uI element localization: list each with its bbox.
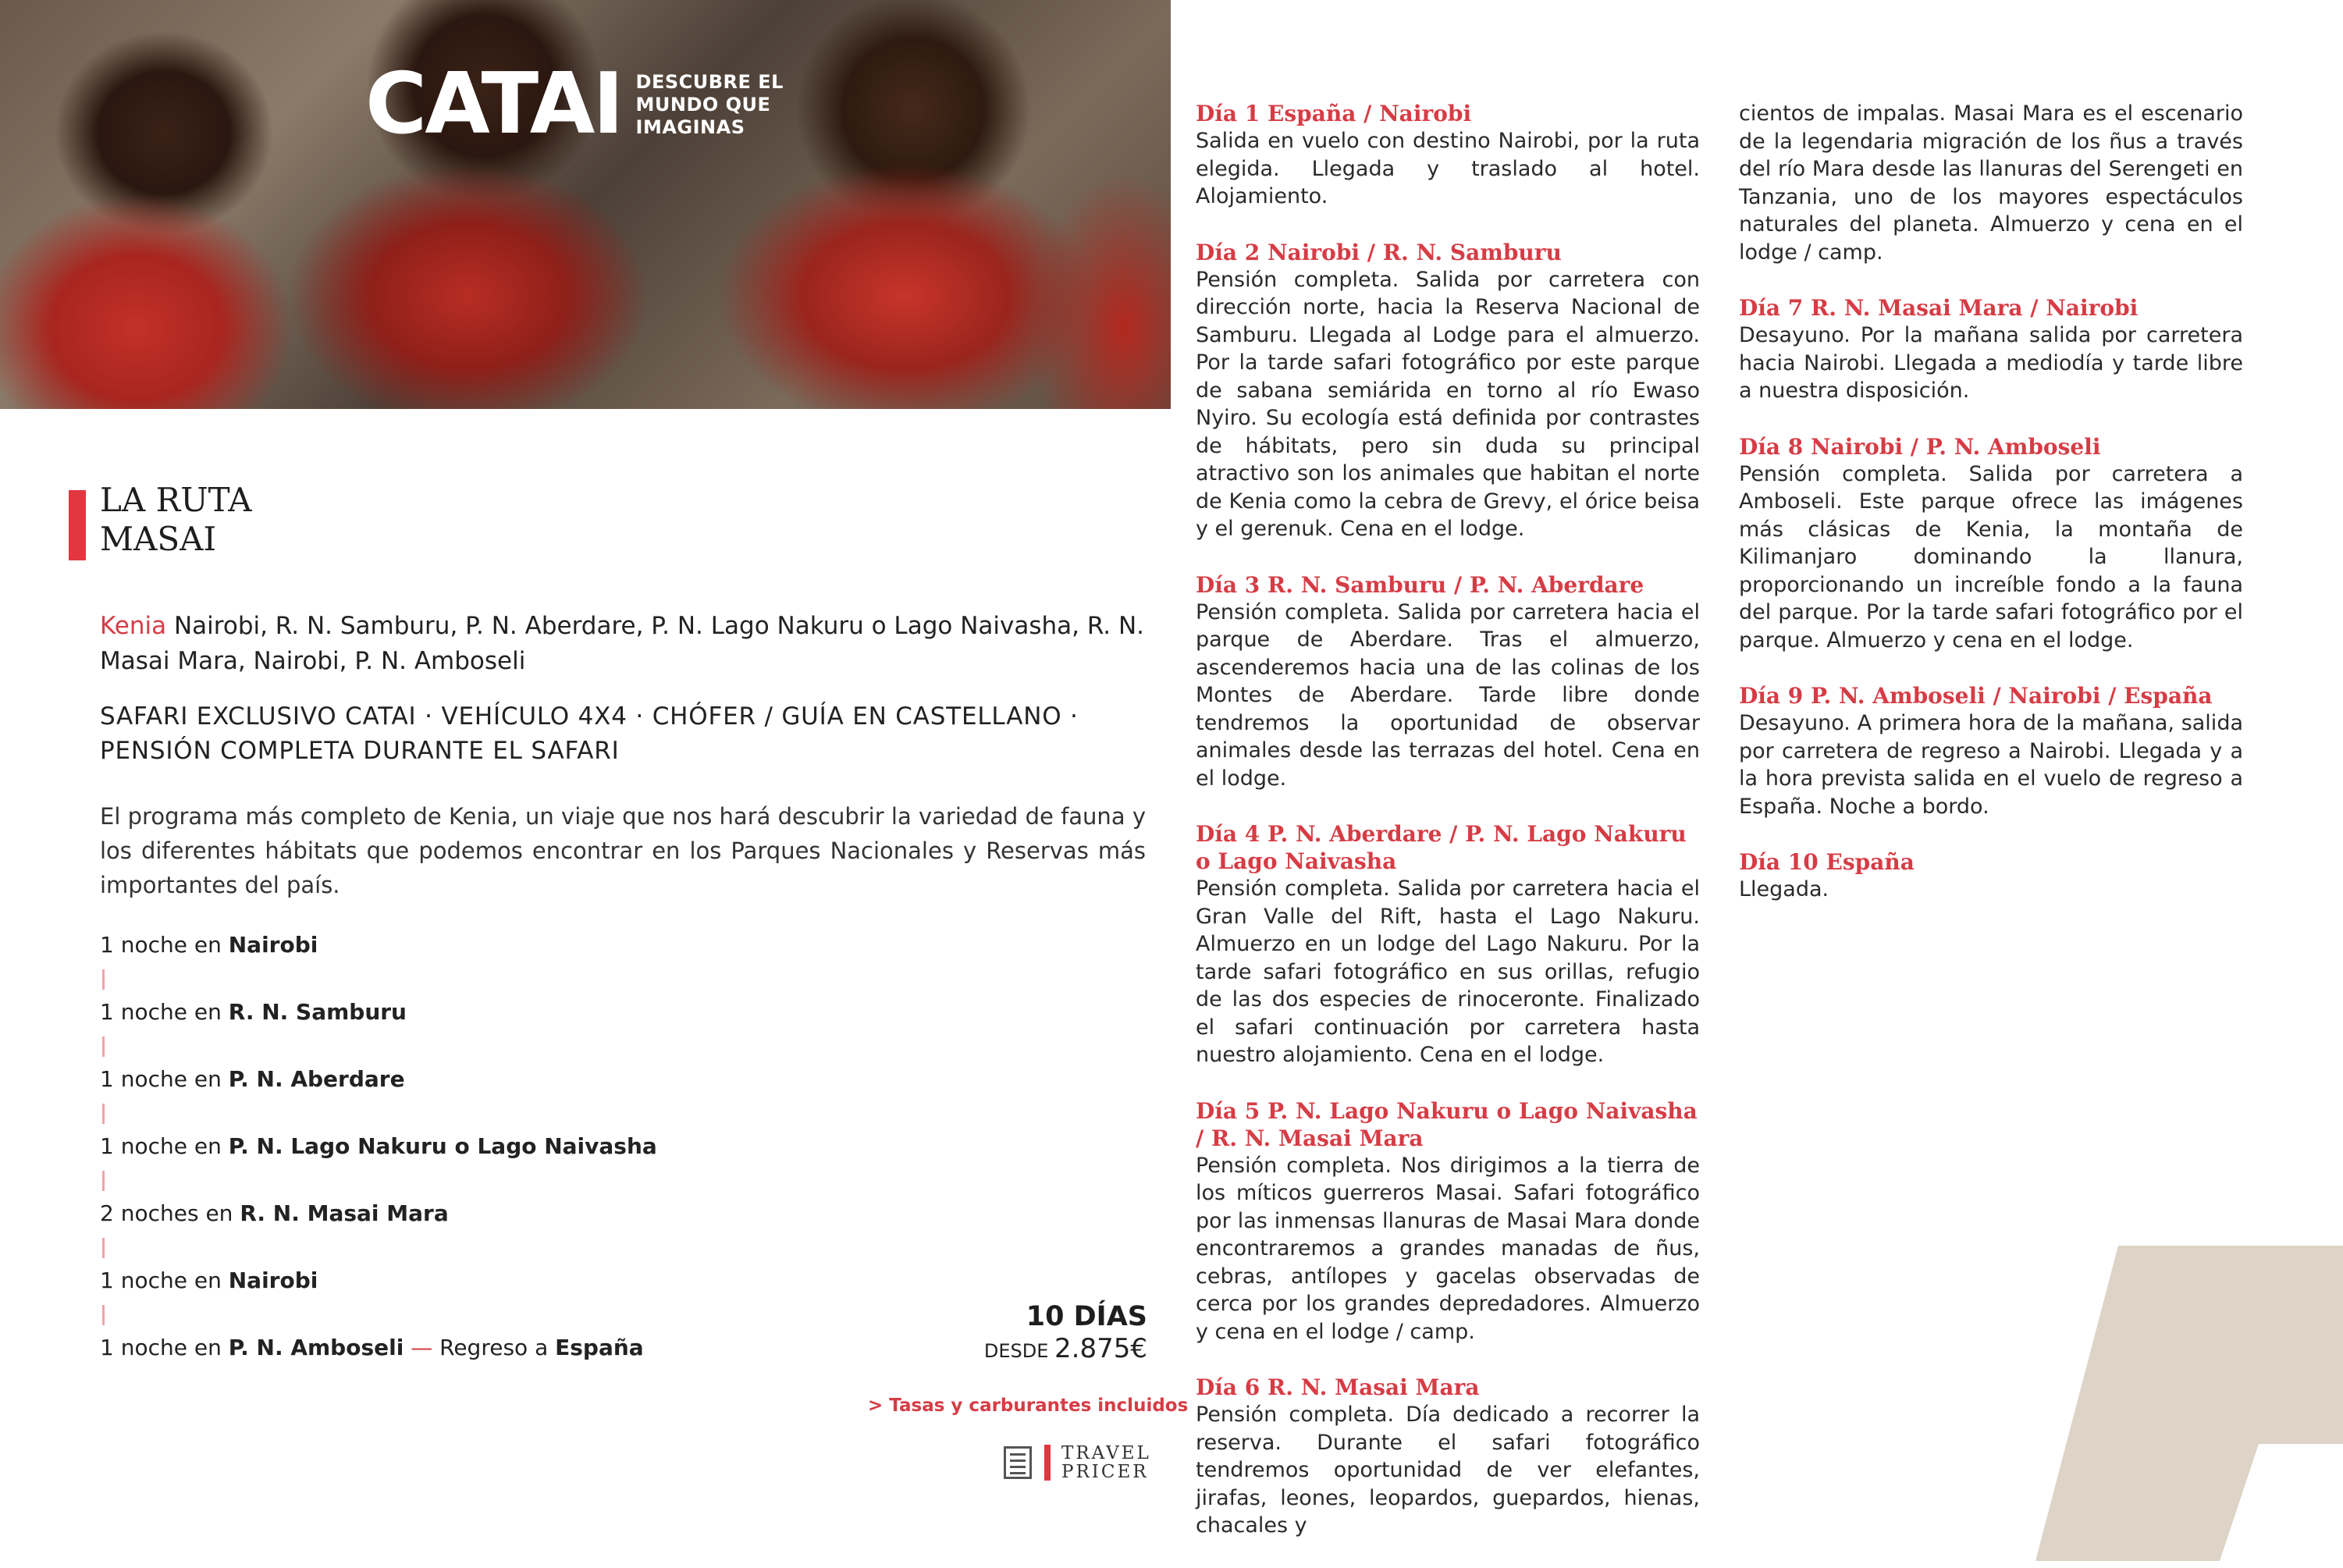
day-title: Día 8 Nairobi / P. N. Amboseli — [1739, 433, 2101, 460]
country-label: Kenia — [100, 612, 167, 640]
corner-decoration — [2029, 1246, 2343, 1561]
day-body: Pensión completa. Salida por carretera hacia el parque de Aberdare. Tras el almuerzo, ascenderemos hacia una de las colinas de los Montes de Aberdare. Tarde libre donde tendremos la oportunidad de observar animales desde las terrazas del hotel. Cena en el lodge. — [1196, 599, 1700, 791]
itinerary-day — [1196, 820, 1700, 1069]
night-separator — [102, 1305, 105, 1325]
night-item: 1 noche en R. N. Samburu — [100, 999, 407, 1025]
itinerary-day — [1196, 239, 1700, 543]
night-item: 2 noches en R. N. Masai Mara — [100, 1200, 449, 1226]
itinerary-day — [1739, 848, 2243, 904]
travel-pricer-bar — [1044, 1445, 1051, 1481]
day-body: Desayuno. Por la mañana salida por carretera hacia Nairobi. Llegada a mediodía y tarde libre a nuestra disposición. — [1739, 323, 2243, 403]
day-title: Día 5 P. N. Lago Nakuru o Lago Naivasha / R. N. Masai Mara — [1196, 1097, 1698, 1151]
night-separator — [102, 969, 105, 990]
night-separator — [102, 1238, 105, 1258]
trip-duration: 10 DÍAS — [1026, 1301, 1147, 1332]
day-body: cientos de impalas. Masai Mara es el escenario de la legendaria migración de los ñus a través del río Mara desde las llanuras del Serengeti en Tanzania, uno de los mayores espectáculos naturales del planeta. Almuerzo y cena en el lodge / camp. — [1739, 101, 2243, 265]
trip-features: SAFARI EXCLUSIVO CATAI · VEHÍCULO 4X4 · CHÓFER / GUÍA EN CASTELLANO · PENSIÓN COMPLETA DURANTE EL SAFARI — [100, 702, 1079, 765]
day-title: Día 2 Nairobi / R. N. Samburu — [1196, 239, 1562, 265]
day-body: Pensión completa. Salida por carretera a Amboseli. Este parque ofrece las imágenes más clásicas de Kenia, la montaña de Kilimanjaro dominando la llanura, proporcionando un increíble fondo a la fauna del parque. Por la tarde safari fotográfico por el parque. Almuerzo y cena en el lodge. — [1739, 461, 2243, 652]
night-separator — [102, 1171, 105, 1191]
night-item: 1 noche en P. N. Lago Nakuru o Lago Naivasha — [100, 1133, 657, 1159]
logo-tagline: DESCUBRE EL MUNDO QUE IMAGINAS — [635, 70, 784, 138]
night-item: 1 noche en Nairobi — [100, 1268, 318, 1293]
day-title: Día 9 P. N. Amboseli / Nairobi / España — [1739, 683, 2213, 709]
itinerary-day — [1196, 100, 1700, 211]
night-item: 1 noche en Nairobi — [100, 932, 318, 958]
trip-title: LA RUTA MASAI — [100, 481, 252, 558]
trip-price: DESDE 2.875€ — [983, 1333, 1147, 1364]
taxes-included-note: > Tasas y carburantes incluidos — [868, 1396, 1189, 1416]
day-title: Día 4 P. N. Aberdare / P. N. Lago Nakuru o Lago Naivasha — [1196, 821, 1687, 874]
destinations — [100, 609, 1146, 679]
day-body: Pensión completa. Salida por carretera con dirección norte, hacia la Reserva Nacional de Samburu. Llegada al Lodge para el almuerzo. Por la tarde safari fotográfico por este parque de sabana semiárida en torno al río Ewaso Nyiro. Su ecología está definida por contrastes de hábitats, pero sin duda su principal atractivo son los animales que habitan el norte de Kenia como la cebra de Grevy, el órice beisa y el gerenuk. Cena en el lodge. — [1196, 267, 1700, 541]
day-title: Día 3 R. N. Samburu / P. N. Aberdare — [1196, 571, 1644, 598]
itinerary-day — [1196, 571, 1700, 793]
nights-list — [100, 929, 880, 1364]
day-body: Pensión completa. Día dedicado a recorrer la reserva. Durante el safari fotográfico tendremos oportunidad de ver elefantes, jirafas, leones, leopardos, guepardos, hienas, chacales y — [1196, 1403, 1700, 1538]
calculator-icon — [1004, 1446, 1032, 1479]
title-accent-bar — [69, 490, 86, 560]
day-body: Desayuno. A primera hora de la mañana, salida por carretera de regreso a Nairobi. Llegada y a la hora prevista salida en el vuelo de regreso a España. Noche a bordo. — [1739, 711, 2243, 819]
day-body: Llegada. — [1739, 877, 1829, 901]
logo-wordmark: CATAI — [365, 55, 622, 153]
itinerary-day — [1196, 1097, 1700, 1346]
day-title: Día 6 R. N. Masai Mara — [1196, 1374, 1480, 1400]
destination-list: Nairobi, R. N. Samburu, P. N. Aberdare, P. N. Lago Nakuru o Lago Naivasha, R. N. Masai Mara, Nairobi, P. N. Amboseli — [100, 612, 1145, 675]
night-item: 1 noche en P. N. Aberdare — [100, 1066, 405, 1092]
day-title: Día 7 R. N. Masai Mara / Nairobi — [1739, 295, 2139, 321]
day-body: Pensión completa. Nos dirigimos a la tierra de los míticos guerreros Masai. Safari fotográfico por las inmensas llanuras de Masai Mara donde encontraremos a grandes manadas de ñus, cebras, antílopes y gacelas observadas de cerca por los grandes depredadores. Almuerzo y cena en el lodge / camp. — [1196, 1153, 1700, 1344]
day-title: Día 10 España — [1739, 849, 1915, 875]
day-title: Día 1 España / Nairobi — [1196, 101, 1472, 126]
day-body: Salida en vuelo con destino Nairobi, por la ruta elegida. Llegada y traslado al hotel. Alojamiento. — [1196, 129, 1700, 208]
night-separator — [102, 1036, 105, 1057]
itinerary-column-2 — [1739, 100, 2243, 932]
catai-logo — [365, 55, 792, 153]
hero-photo — [0, 0, 1171, 409]
day-body: Pensión completa. Salida por carretera hacia el Gran Valle del Rift, hasta el Lago Nakuru. Almuerzo en un lodge del Lago Nakuru. Por la tarde safari fotográfico en sus orillas, refugio de las dos especies de rinoceronte. Finalizado el safari continuación por carretera hasta nuestro alojamiento. Cena en el lodge. — [1196, 876, 1700, 1067]
itinerary-day — [1196, 1374, 1700, 1540]
travel-pricer-logo: TRAVEL PRICER — [1004, 1444, 1151, 1481]
deco-shape — [2035, 1246, 2343, 1561]
itinerary-day — [1739, 682, 2243, 820]
itinerary-day — [1739, 433, 2243, 655]
itinerary-day — [1739, 294, 2243, 405]
itinerary-column-1 — [1196, 100, 1700, 1568]
price-box — [984, 1300, 1147, 1367]
itinerary-day-continued — [1739, 100, 2243, 266]
night-separator — [102, 1104, 105, 1124]
night-item: 1 noche en P. N. Amboseli — Regreso a España — [100, 1335, 644, 1360]
trip-intro: El programa más completo de Kenia, un viaje que nos hará descubrir la variedad de fauna y los diferentes hábitats que podemos encontrar en los Parques Nacionales y Reservas más importantes del país. — [100, 803, 1146, 898]
